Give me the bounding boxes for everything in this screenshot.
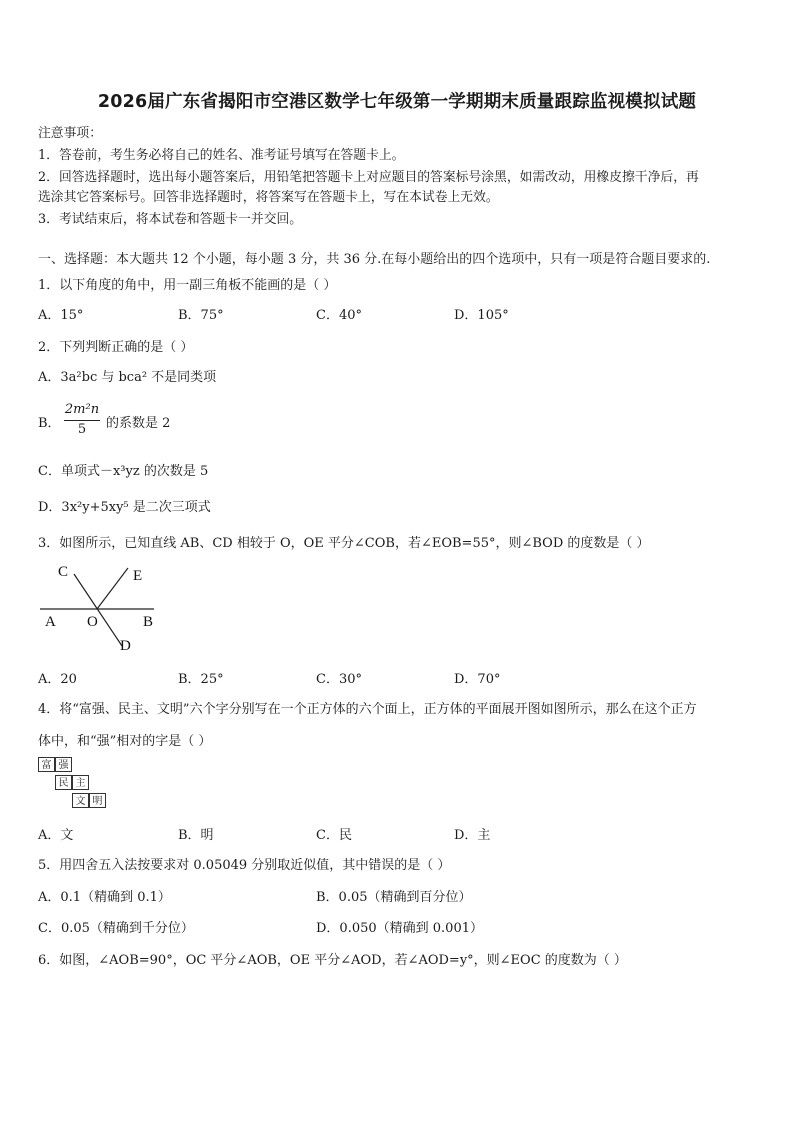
q3-option-c: C．30° xyxy=(316,672,362,687)
q2-option-b-prefix: B． xyxy=(38,416,61,431)
q1-option-b: B．75° xyxy=(178,308,224,323)
net-cell: 明 xyxy=(89,793,106,808)
net-cell: 富 xyxy=(38,757,55,772)
q5-option-a: A．0.1（精确到 0.1） xyxy=(38,890,171,905)
q2-option-d: D．3x²y+5xy⁵ 是二次三项式 xyxy=(38,500,211,515)
question-3-stem: 3．如图所示，已知直线 AB、CD 相较于 O，OE 平分∠COB，若∠EOB=55°，则∠BOD 的度数是（ ） xyxy=(38,536,650,551)
fraction-denominator: 5 xyxy=(77,422,87,437)
label-a: A xyxy=(45,614,56,630)
label-o: O xyxy=(87,614,98,630)
q1-option-d: D．105° xyxy=(454,308,509,323)
question-4-stem-line-1: 4．将“富强、民主、文明”六个字分别写在一个正方体的六个面上，正方体的平面展开图如图所示，那么在这个正方 xyxy=(38,702,697,717)
q2-option-b-suffix: 的系数是 2 xyxy=(106,416,171,431)
fraction-numerator: 2m²n xyxy=(64,402,100,417)
net-cell: 民 xyxy=(55,775,72,790)
question-4-stem-line-2: 体中，和“强”相对的字是（ ） xyxy=(38,734,212,749)
q5-option-b: B．0.05（精确到百分位） xyxy=(316,890,472,905)
section-1-heading: 一、选择题：本大题共 12 个小题，每小题 3 分，共 36 分.在每小题给出的四个选项中，只有一项是符合题目要求的. xyxy=(38,252,711,267)
notice-line-1: 1．答卷前，考生务必将自己的姓名、准考证号填写在答题卡上。 xyxy=(38,148,405,163)
q1-option-c: C．40° xyxy=(316,308,362,323)
q4-option-b: B．明 xyxy=(178,828,214,843)
net-cell: 主 xyxy=(72,775,89,790)
q3-option-a: A．20 xyxy=(38,672,77,687)
question-1-stem: 1．以下角度的角中，用一副三角板不能画的是（ ） xyxy=(38,278,337,293)
q2-option-a: A．3a²bc 与 bca² 不是同类项 xyxy=(38,370,217,385)
question-6-stem: 6．如图，∠AOB=90°，OC 平分∠AOB，OE 平分∠AOD，若∠AOD=y°，则∠EOC 的度数为（ ） xyxy=(38,953,627,968)
label-d: D xyxy=(120,638,131,654)
q5-option-c: C．0.05（精确到千分位） xyxy=(38,921,194,936)
q2-option-b-fraction xyxy=(64,401,100,438)
label-e: E xyxy=(133,568,143,584)
q3-option-d: D．70° xyxy=(454,672,501,687)
label-c: C xyxy=(58,564,69,580)
fraction-bar xyxy=(64,420,100,421)
notice-line-3: 3．考试结束后，将本试卷和答题卡一并交回。 xyxy=(38,212,303,227)
q2-option-c: C．单项式－x³yz 的次数是 5 xyxy=(38,464,209,479)
label-b: B xyxy=(143,614,154,630)
notice-line-2a: 2．回答选择题时，选出每小题答案后，用铅笔把答题卡上对应题目的答案标号涂黑，如需改动，用橡皮擦干净后，再 xyxy=(38,170,699,185)
q5-option-d: D．0.050（精确到 0.001） xyxy=(316,921,483,936)
q4-option-c: C．民 xyxy=(316,828,352,843)
question-2-stem: 2．下列判断正确的是（ ） xyxy=(38,340,194,355)
page-title: 2026届广东省揭阳市空港区数学七年级第一学期期末质量跟踪监视模拟试题 xyxy=(97,92,697,112)
q3-option-b: B．25° xyxy=(178,672,224,687)
ray-oe xyxy=(97,568,128,609)
q1-option-a: A．15° xyxy=(38,308,84,323)
notice-line-2b: 选涂其它答案标号。回答非选择题时，将答案写在答题卡上，写在本试卷上无效。 xyxy=(38,190,499,205)
net-cell: 文 xyxy=(72,793,89,808)
notice-heading: 注意事项： xyxy=(38,126,102,141)
net-cell: 强 xyxy=(55,757,72,772)
q3-figure-intersecting-lines xyxy=(36,560,166,656)
q4-option-d: D．主 xyxy=(454,828,491,843)
q4-option-a: A．文 xyxy=(38,828,74,843)
question-5-stem: 5．用四舍五入法按要求对 0.05049 分别取近似值，其中错误的是（ ） xyxy=(38,858,451,873)
